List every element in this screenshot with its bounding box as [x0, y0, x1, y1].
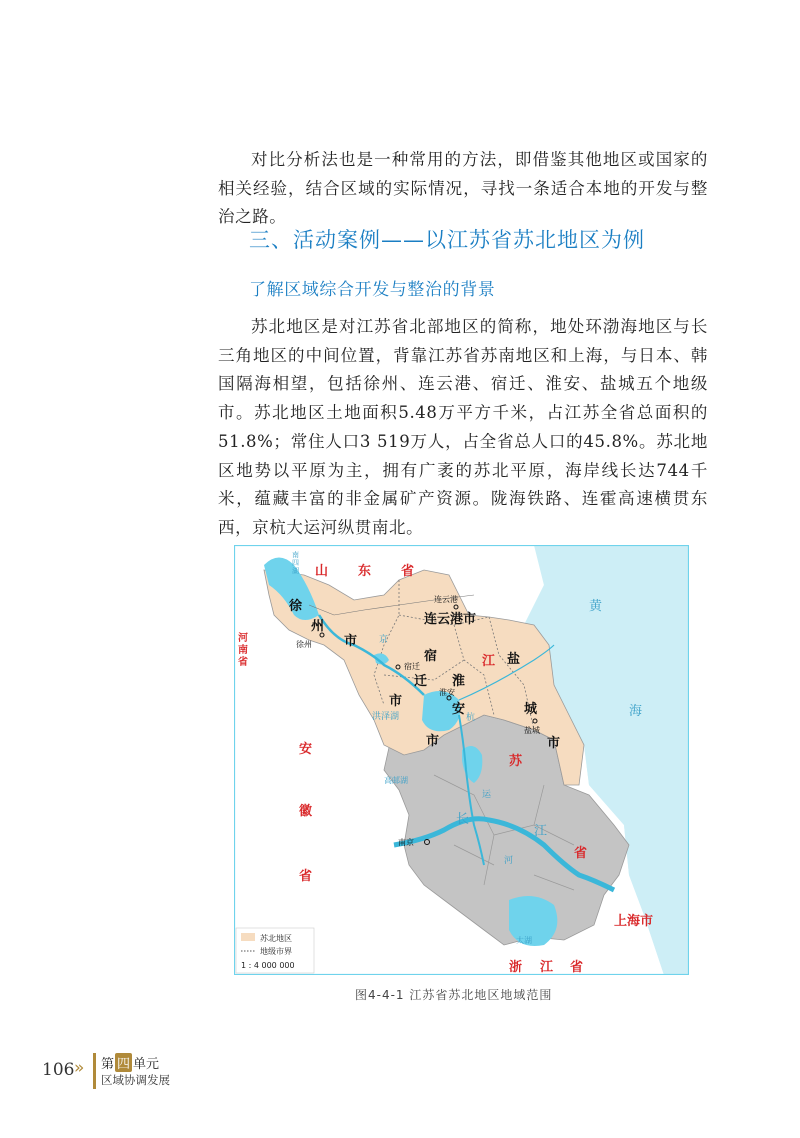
label-shandong-1: 山 [315, 564, 329, 579]
section-heading: 三、活动案例——以江苏省苏北地区为例 [249, 228, 645, 252]
label-anhui-3: 省 [299, 869, 313, 884]
label-gaoyouhu: 高邮湖 [384, 776, 408, 785]
paragraph-intro: 对比分析法也是一种常用的方法，即借鉴其他地区或国家的相关经验，结合区域的实际情况，寻找一条适合本地的开发与整治之路。 [218, 150, 708, 227]
map-legend [236, 928, 314, 973]
label-suqian-2: 迁 [414, 674, 428, 689]
label-zhejiang-1: 浙 [509, 960, 523, 975]
label-shandong-2: 东 [358, 564, 372, 579]
legend-swatch [241, 933, 255, 941]
label-zhejiang-2: 江 [540, 960, 554, 975]
subsection-heading: 了解区域综合开发与整治的背景 [249, 280, 496, 300]
label-huaian-2: 安 [452, 702, 466, 717]
label-shanghai: 上海市 [614, 914, 654, 929]
label-canal-hang: 杭 [466, 713, 476, 723]
label-xuzhou-1: 徐 [289, 599, 303, 614]
label-yancheng-1: 盐 [507, 652, 521, 667]
label-huaian-1: 淮 [452, 674, 466, 689]
label-jiangsu-1: 江 [482, 654, 496, 669]
label-suqian-3: 市 [389, 694, 403, 709]
label-anhui-1: 安 [299, 742, 313, 757]
label-canal-he: 河 [504, 856, 514, 866]
label-henan-2: 南 [238, 645, 248, 656]
jiangsu-map [234, 545, 689, 975]
label-yangtze-1: 长 [456, 812, 470, 827]
seat-nanjing: 南京 [398, 838, 414, 847]
label-xuzhou-2: 州 [311, 619, 325, 634]
label-jiangsu-2: 苏 [509, 754, 523, 769]
label-sea-1: 黄 [589, 599, 603, 614]
label-zhejiang-3: 省 [570, 960, 584, 975]
unit-post: 单元 [133, 1057, 160, 1072]
seat-suqian: 宿迁 [404, 662, 420, 671]
unit-number: 四 [115, 1053, 132, 1072]
unit-pre: 第 [101, 1057, 115, 1072]
label-sea-2: 海 [629, 704, 643, 719]
label-huaian-3: 市 [426, 734, 440, 749]
label-lianyungang: 连云港市 [424, 612, 477, 627]
page-number: 106 [42, 1060, 75, 1080]
label-suqian-1: 宿 [424, 649, 438, 664]
label-jiangsu-3: 省 [574, 846, 588, 861]
legend-border: 地级市界 [260, 947, 292, 956]
figure-caption: 图4-4-1 江苏省苏北地区地域范围 [355, 988, 553, 1002]
label-canal-jing: 京 [379, 635, 389, 645]
label-hongzehu: 洪泽湖 [372, 712, 400, 722]
label-yancheng-3: 市 [547, 736, 561, 751]
section-label: 区域协调发展 [101, 1073, 170, 1087]
label-henan-3: 省 [238, 657, 248, 668]
seat-yancheng: 盐城 [524, 726, 540, 735]
legend-scale: 1 : 4 000 000 [241, 961, 295, 970]
label-yangtze-2: 江 [534, 824, 548, 839]
label-canal-yun: 运 [482, 790, 492, 800]
seat-huaian: 淮安 [439, 688, 455, 697]
paragraph-background: 苏北地区是对江苏省北部地区的简称，地处环渤海地区与长三角地区的中间位置，背靠江苏省苏南地区和上海，与日本、韩国隔海相望，包括徐州、连云港、宿迁、淮安、盐城五个地级市。苏北地区土地面积5.48万平方千米，占江苏全省总面积的51.8%；常住人口3 519万人，占全省总人口的45.8%。苏北地区地势以平原为主，拥有广袤的苏北平原，海岸线长达744千米，蕴藏丰富的非金属矿产资源。陇海铁路、连霍高速横贯东西，京杭大运河纵贯南北。 [218, 317, 708, 537]
label-nansihu-1: 南 [292, 551, 299, 559]
label-henan-1: 河 [238, 633, 248, 644]
label-xuzhou-3: 市 [344, 634, 358, 649]
label-yancheng-2: 城 [524, 702, 538, 717]
chevron-icon: » [74, 1058, 85, 1078]
label-taihu: 太湖 [516, 936, 532, 945]
label-nansihu-2: 四 [292, 559, 299, 567]
seat-xuzhou: 徐州 [296, 640, 312, 649]
label-shandong-3: 省 [401, 564, 415, 579]
unit-label [101, 1053, 159, 1072]
label-anhui-2: 徽 [299, 804, 313, 819]
seat-lianyungang: 连云港 [434, 595, 458, 604]
footer-divider [93, 1053, 96, 1089]
legend-subei: 苏北地区 [260, 934, 292, 943]
label-nansihu-3: 湖 [292, 567, 299, 575]
